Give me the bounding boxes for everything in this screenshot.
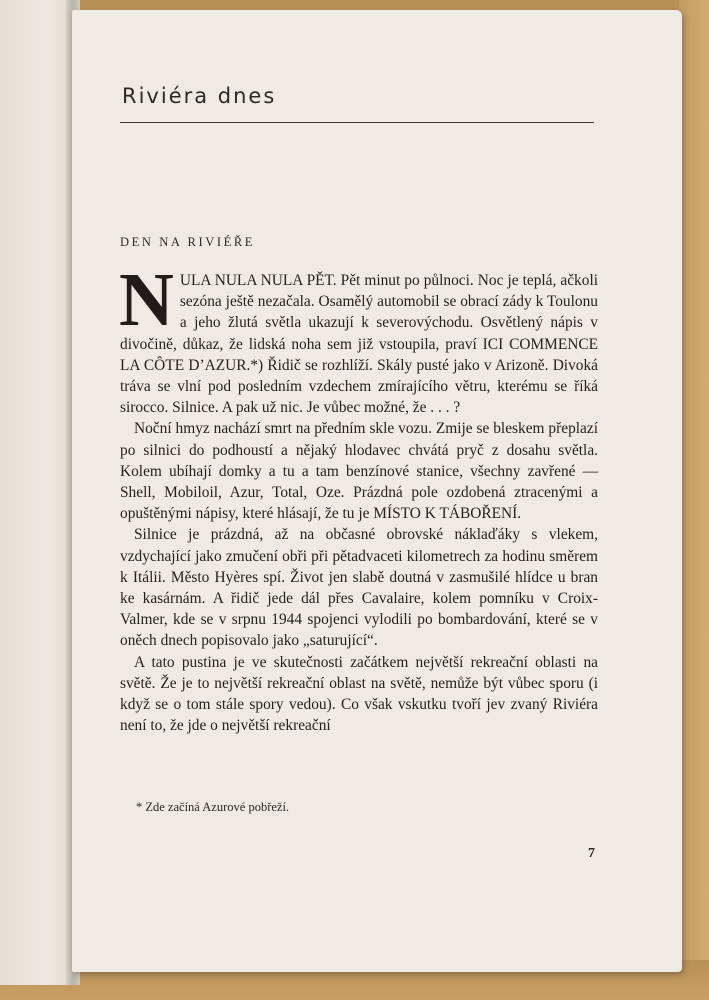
paragraph-1-text: ULA NULA NULA PĚT. Pět minut po půlnoci. Noc je teplá, ačkoli sezóna ještě nezačala. Osamělý automobil se obrací zády k Toulonu a jeho žlutá světla ukazují k severovýchodu. Osvětlený nápis v divočině, důkaz, že lidská noha sem již vstoupila, praví ICI COMMENCE LA CÔTE D’AZUR.*) Řidič se rozhlíží. Skály pusté jako v Arizoně. Divoká tráva se vlní pod posledním vzdechem zmírajícího větru, kterému se říká sirocco. Silnice. A pak už nic. Je vůbec možné, že . . . ? [120, 272, 598, 417]
paragraph-2: Noční hmyz nachází smrt na předním skle vozu. Zmije se bleskem přeplazí po silnici do podhoustí a nějaký hlodavec chvátá pryč z dosahu světla. Kolem ubíhají domky a tu a tam benzínové stanice, všechny zavřené — Shell, Mobiloil, Azur, Total, Oze. Prázdná pole ozdobená ztracenými a opuštěnými nápisy, které hlásají, že tu je MÍSTO K TÁBOŘENÍ. [120, 420, 598, 523]
book-page [72, 10, 682, 972]
drop-cap: N [119, 258, 174, 342]
section-heading: DEN NA RIVIÉŘE [120, 235, 256, 249]
table-surface [679, 0, 709, 1000]
footnote: * Zde začíná Azurové pobřeží. [136, 800, 290, 814]
chapter-title: Riviéra dnes [122, 84, 277, 108]
paragraph-3: Silnice je prázdná, až na občasné obrovské náklaďáky s vlekem, vzdychající jako zmučení obři při pětadvaceti kilometrech za hodinu směrem k Itálii. Město Hyères spí. Život jen slabě doutná v zasmušilé hlídce u bran ke kasárnám. A řidič jede dál přes Cavalaire, kolem pomníku v Croix-Valmer, kde se v srpnu 1944 spojenci vylodili po bombardování, které se v oněch dnech popisovalo jako „saturující“. [120, 526, 598, 650]
title-rule [120, 122, 594, 123]
paragraph-1 [119, 258, 598, 418]
body-text [119, 258, 598, 736]
page-number: 7 [588, 846, 595, 861]
paragraph-4: A tato pustina je ve skutečnosti začátkem největší rekreační oblasti na světě. Že je to největší rekreační oblast na světě, nemůže být vůbec sporu (i když se o tom stále spory vedou). Co však vskutku tvoří jev zvaný Riviéra není to, že jde o největší rekreační [120, 653, 598, 735]
